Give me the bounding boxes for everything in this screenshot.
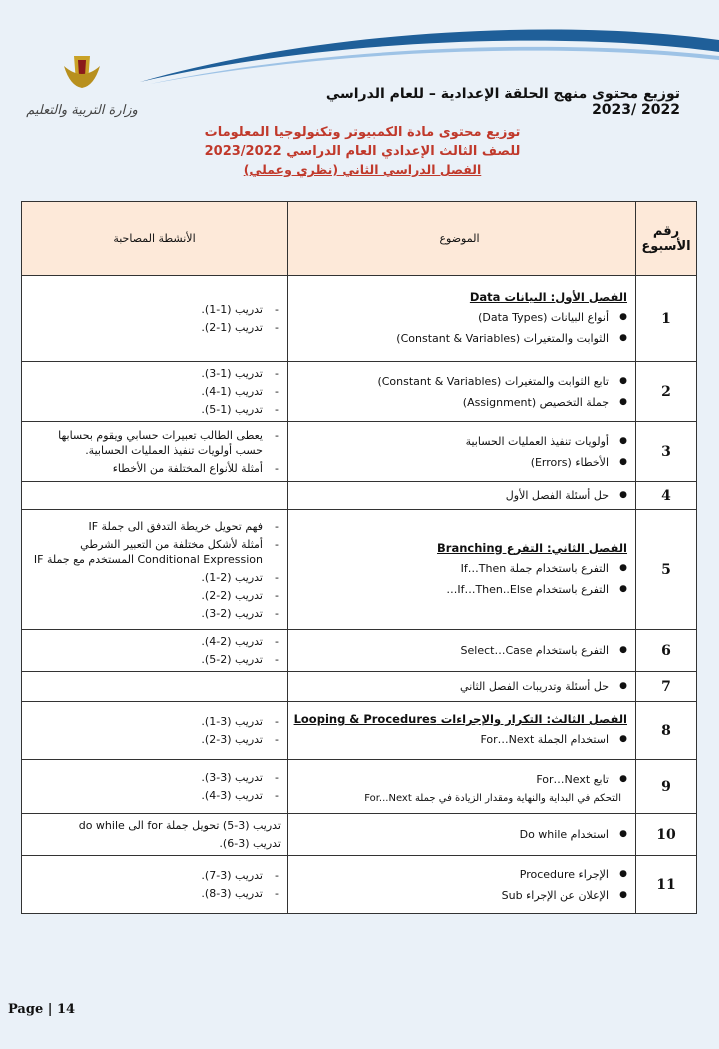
ministry-logo bbox=[26, 52, 138, 122]
table-row bbox=[22, 856, 697, 914]
activities-cell bbox=[22, 510, 288, 630]
header-week: رقم الأسبوع bbox=[636, 202, 697, 276]
activity-item: تدريب (3-5) تحويل جملة for الى do while bbox=[78, 818, 281, 832]
activity-item: - يعطى الطالب تعبيرات حسابي ويقوم بحسابها حسب أولويات تنفيذ العمليات الحسابية. bbox=[28, 428, 281, 458]
activity-item: - تدريب (1-3). bbox=[28, 366, 281, 381]
activity-item: - تدريب (3-7). bbox=[28, 868, 281, 883]
activities-cell bbox=[22, 814, 288, 856]
topic-cell bbox=[288, 630, 636, 672]
topic-cell bbox=[288, 276, 636, 362]
week-number: 9 bbox=[636, 760, 697, 814]
subtitle-term: الفصل الدراسي الثاني (نظري وعملي) bbox=[243, 162, 482, 177]
activity-item: - تدريب (2-5). bbox=[28, 652, 281, 667]
topic-item: ● تابع For…Next bbox=[292, 772, 627, 787]
topic-item: ● التفرع باستخدام If…Then..Else… bbox=[292, 582, 627, 597]
activity-item: - تدريب (2-3). bbox=[28, 606, 281, 621]
activities-cell bbox=[22, 482, 288, 510]
chapter-title: الفصل الثالث: التكرار والإجراءات Looping & Procedures bbox=[293, 712, 627, 726]
activity-item: - تدريب (2-2). bbox=[28, 588, 281, 603]
topic-item: ● تابع الثوابت والمتغيرات (Constant & Variables) bbox=[292, 374, 627, 389]
activity-item: - تدريب (2-1). bbox=[28, 570, 281, 585]
activity-item: - تدريب (1-4). bbox=[28, 384, 281, 399]
week-number: 6 bbox=[636, 630, 697, 672]
week-number: 5 bbox=[636, 510, 697, 630]
activity-item: - تدريب (3-2). bbox=[28, 732, 281, 747]
week-number: 7 bbox=[636, 672, 697, 702]
topic-item: ● الإجراء Procedure bbox=[292, 867, 627, 882]
table-row bbox=[22, 630, 697, 672]
table-row bbox=[22, 702, 697, 760]
week-number: 11 bbox=[636, 856, 697, 914]
topic-cell bbox=[288, 702, 636, 760]
topic-item: ● استخدام الجملة For…Next bbox=[292, 732, 627, 747]
topic-item: ● حل أسئلة وتدريبات الفصل الثاني bbox=[292, 679, 627, 694]
week-number: 2 bbox=[636, 362, 697, 422]
activities-cell bbox=[22, 422, 288, 482]
table-row bbox=[22, 672, 697, 702]
week-number: 4 bbox=[636, 482, 697, 510]
activities-cell bbox=[22, 702, 288, 760]
topic-item: ● الأخطاء (Errors) bbox=[292, 455, 627, 470]
header-activities: الأنشطة المصاحبة bbox=[22, 202, 288, 276]
week-number: 1 bbox=[636, 276, 697, 362]
topic-cell bbox=[288, 760, 636, 814]
topic-item: ● جملة التخصيص (Assignment) bbox=[292, 395, 627, 410]
activity-item: - أمثلة للأنواع المختلفة من الأخطاء bbox=[28, 461, 281, 476]
activity-item: - تدريب (3-4). bbox=[28, 788, 281, 803]
table-row bbox=[22, 510, 697, 630]
activities-cell bbox=[22, 362, 288, 422]
activity-item: - تدريب (3-3). bbox=[28, 770, 281, 785]
table-row bbox=[22, 482, 697, 510]
table-row bbox=[22, 760, 697, 814]
activities-cell bbox=[22, 672, 288, 702]
week-number: 3 bbox=[636, 422, 697, 482]
topic-item: ● التفرع باستخدام جملة If…Then bbox=[292, 561, 627, 576]
week-number: 8 bbox=[636, 702, 697, 760]
table-row bbox=[22, 276, 697, 362]
activity-item: - أمثلة لأشكل مختلفة من التعبير الشرطي Conditional Expression المستخدم مع جملة IF bbox=[28, 537, 281, 567]
topic-item: ● الثوابت والمتغيرات (Constant & Variables) bbox=[292, 331, 627, 346]
topic-cell bbox=[288, 482, 636, 510]
activity-item: - تدريب (1-2). bbox=[28, 320, 281, 335]
chapter-title: الفصل الثاني: التفرع Branching bbox=[437, 540, 627, 555]
activities-cell bbox=[22, 630, 288, 672]
topic-item: ● أولويات تنفيذ العمليات الحسابية bbox=[292, 434, 627, 449]
topic-item: ● التفرع باستخدام Select…Case bbox=[292, 643, 627, 658]
activity-item: - تدريب (1-5). bbox=[28, 402, 281, 417]
topic-cell bbox=[288, 362, 636, 422]
topic-item: ● حل أسئلة الفصل الأول bbox=[292, 488, 627, 503]
activity-item: - تدريب (3-1). bbox=[28, 714, 281, 729]
topic-cell bbox=[288, 672, 636, 702]
topic-note: التحكم في البداية والنهاية ومقدار الزيادة في جملة For...Next bbox=[364, 792, 621, 804]
activities-cell bbox=[22, 856, 288, 914]
topic-item: ● أنواع البيانات (Data Types) bbox=[292, 310, 627, 325]
topic-cell bbox=[288, 814, 636, 856]
activity-item: - تدريب (3-8). bbox=[28, 886, 281, 901]
page-number: Page | 14 bbox=[8, 1002, 76, 1017]
subtitle-grade: للصف الثالث الإعدادي العام الدراسي 2023/2022 bbox=[204, 144, 521, 159]
activity-item: - فهم تحويل خريطة التدفق الى جملة IF bbox=[28, 519, 281, 534]
page-title: توزيع محتوى منهج الحلقة الإعدادية – للعام الدراسي 2022 /2023 bbox=[325, 86, 680, 118]
chapter-title: الفصل الأول: البيانات Data bbox=[469, 289, 627, 304]
activity-item: تدريب (3-6). bbox=[219, 836, 281, 850]
topic-cell bbox=[288, 856, 636, 914]
topic-cell bbox=[288, 422, 636, 482]
table-row bbox=[22, 814, 697, 856]
subtitle-subject: توزيع محتوى مادة الكمبيوتر وتكنولوجيا المعلومات bbox=[204, 125, 521, 140]
table-row bbox=[22, 362, 697, 422]
activities-cell bbox=[22, 760, 288, 814]
table-row bbox=[22, 422, 697, 482]
activities-cell bbox=[22, 276, 288, 362]
week-number: 10 bbox=[636, 814, 697, 856]
header-topic: الموضوع bbox=[288, 202, 636, 276]
activity-item: - تدريب (1-1). bbox=[28, 302, 281, 317]
topic-item: ● الإعلان عن الإجراء Sub bbox=[292, 888, 627, 903]
curriculum-table bbox=[21, 201, 697, 914]
topic-cell bbox=[288, 510, 636, 630]
svg-text:وزارة التربية والتعليم: وزارة التربية والتعليم bbox=[26, 103, 138, 118]
activity-item: - تدريب (2-4). bbox=[28, 634, 281, 649]
topic-item: ● استخدام Do while bbox=[292, 827, 627, 842]
